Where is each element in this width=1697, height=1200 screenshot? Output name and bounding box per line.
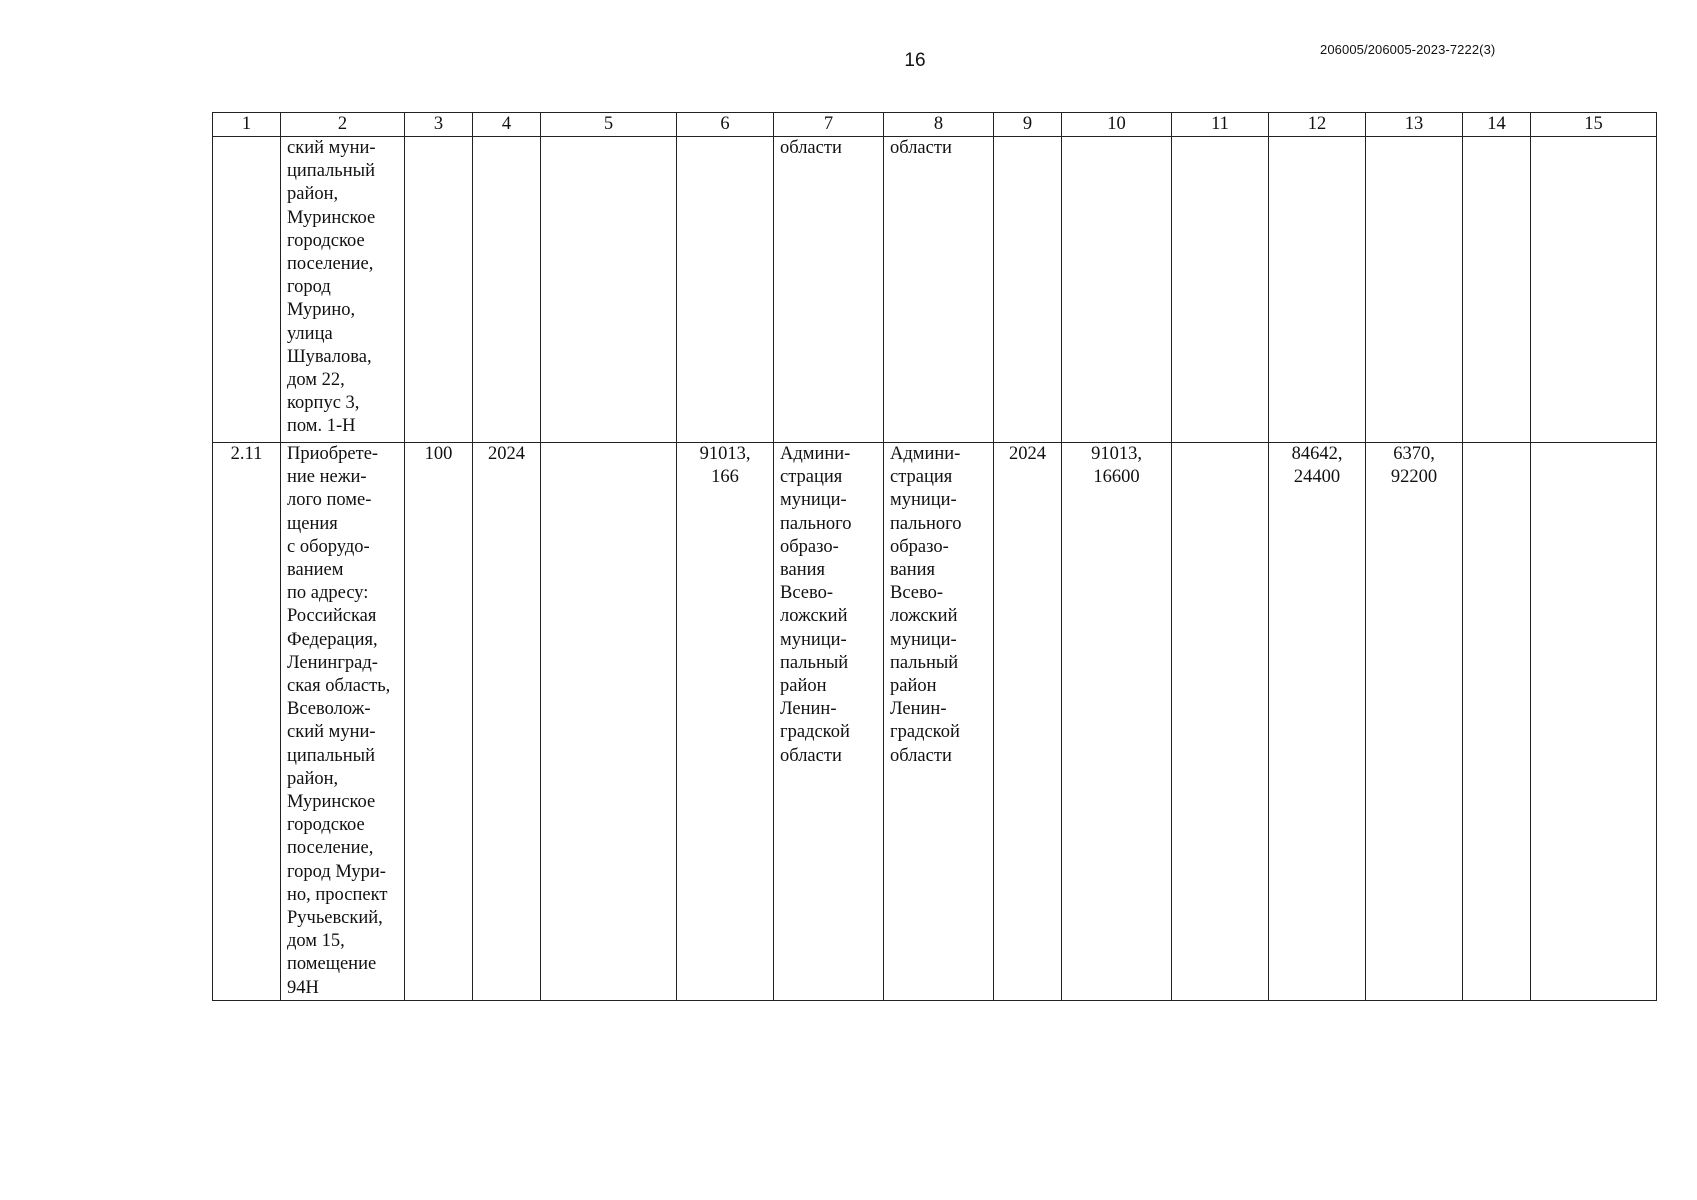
- cell-col11: [1172, 443, 1269, 1001]
- cell-line: Приобрете-: [287, 444, 379, 464]
- cell-col8: [884, 137, 994, 443]
- cell-line: Ленин-: [780, 699, 837, 720]
- column-header: 7: [774, 113, 884, 137]
- cell-line: Федерация,: [287, 629, 378, 650]
- cell-line: Админи-: [780, 444, 851, 464]
- cell-col7: [774, 443, 884, 1001]
- cell-line: ский муни-: [287, 722, 376, 743]
- cell-line: но, проспект: [287, 884, 388, 905]
- cell-line: Ленин-: [890, 699, 947, 720]
- cell-line: Ленинград-: [287, 652, 378, 673]
- cell-line: дом 22,: [287, 370, 345, 391]
- cell-line: ципальный: [287, 745, 375, 766]
- cell-number: [213, 443, 281, 1001]
- cell-line: район,: [287, 184, 339, 205]
- cell-line: 91013,: [1091, 444, 1142, 464]
- cell-name: [281, 137, 405, 443]
- cell-col4: [473, 443, 541, 1001]
- cell-line: район: [780, 676, 827, 697]
- cell-line: 100: [424, 444, 453, 464]
- cell-line: район: [890, 676, 937, 697]
- cell-line: пального: [780, 513, 852, 534]
- cell-line: 94Н: [287, 977, 319, 998]
- cell-line: пальный: [780, 652, 849, 673]
- cell-line: ванием: [287, 560, 344, 581]
- cell-col14: [1463, 443, 1531, 1001]
- cell-line: ложский: [780, 606, 848, 627]
- cell-line: градской: [780, 722, 850, 743]
- document-table: [212, 112, 1657, 1001]
- cell-col6: [677, 137, 774, 443]
- column-header: 1: [213, 113, 281, 137]
- cell-line: 16600: [1093, 467, 1140, 488]
- cell-line: 92200: [1390, 467, 1438, 488]
- cell-col12: [1269, 443, 1366, 1001]
- cell-col8: [884, 443, 994, 1001]
- cell-col14: [1463, 137, 1531, 443]
- cell-col9: [994, 443, 1062, 1001]
- cell-line: 2024: [488, 444, 525, 464]
- column-header: 3: [405, 113, 473, 137]
- column-header: 6: [677, 113, 774, 137]
- cell-line: Муринское: [287, 207, 376, 228]
- cell-line: Мурино,: [287, 300, 356, 321]
- cell-line: с оборудо-: [287, 536, 370, 557]
- cell-line: 2.11: [230, 444, 263, 464]
- cell-line: щения: [287, 513, 338, 534]
- cell-col10: [1062, 137, 1172, 443]
- cell-col5: [541, 443, 677, 1001]
- column-header: 15: [1531, 113, 1657, 137]
- cell-col15: [1531, 137, 1657, 443]
- column-header: 5: [541, 113, 677, 137]
- cell-line: градской: [890, 722, 960, 743]
- cell-col15: [1531, 443, 1657, 1001]
- cell-line: корпус 3,: [287, 393, 360, 414]
- cell-line: помещение: [287, 954, 377, 975]
- cell-line: Муринское: [287, 792, 376, 813]
- cell-col13: [1366, 137, 1463, 443]
- cell-line: страция: [780, 467, 843, 488]
- cell-line: улица: [287, 323, 333, 344]
- cell-line: пальный: [890, 652, 959, 673]
- cell-line: Всево-: [890, 583, 944, 604]
- cell-line: области: [890, 138, 952, 158]
- cell-line: муници-: [780, 629, 847, 650]
- table-row: [213, 137, 1657, 443]
- cell-line: городское: [287, 815, 365, 836]
- cell-line: области: [780, 138, 842, 158]
- cell-line: Всево-: [780, 583, 834, 604]
- cell-line: дом 15,: [287, 931, 345, 952]
- cell-line: 2024: [1009, 444, 1046, 464]
- cell-line: поселение,: [287, 254, 374, 275]
- column-header: 14: [1463, 113, 1531, 137]
- cell-col5: [541, 137, 677, 443]
- cell-line: муници-: [890, 629, 957, 650]
- cell-line: Админи-: [890, 444, 961, 464]
- cell-line: район,: [287, 768, 339, 789]
- cell-line: области: [890, 745, 952, 766]
- cell-line: ский муни-: [287, 138, 376, 158]
- cell-line: город Мури-: [287, 861, 386, 882]
- cell-line: образо-: [780, 536, 839, 557]
- column-header: 11: [1172, 113, 1269, 137]
- cell-line: 166: [711, 467, 739, 488]
- cell-line: страция: [890, 467, 953, 488]
- column-header: 10: [1062, 113, 1172, 137]
- cell-col12: [1269, 137, 1366, 443]
- cell-line: области: [780, 745, 842, 766]
- page-number: 16: [904, 50, 926, 71]
- cell-col3: [405, 137, 473, 443]
- cell-col6: [677, 443, 774, 1001]
- column-number-row: [213, 113, 1657, 137]
- column-header: 9: [994, 113, 1062, 137]
- cell-line: муници-: [890, 490, 957, 511]
- cell-line: Ручьевский,: [287, 908, 383, 929]
- cell-line: пом. 1-Н: [287, 416, 356, 437]
- cell-line: ние нежи-: [287, 467, 367, 488]
- column-header: 4: [473, 113, 541, 137]
- cell-line: 91013,: [699, 444, 751, 464]
- cell-col4: [473, 137, 541, 443]
- cell-line: городское: [287, 230, 365, 251]
- column-header: 8: [884, 113, 994, 137]
- cell-col11: [1172, 137, 1269, 443]
- cell-number: [213, 137, 281, 443]
- cell-line: пального: [890, 513, 962, 534]
- cell-line: ская область,: [287, 676, 391, 697]
- cell-line: ципальный: [287, 161, 375, 182]
- cell-line: муници-: [780, 490, 847, 511]
- cell-line: город: [287, 277, 331, 298]
- cell-line: 84642,: [1291, 444, 1343, 464]
- cell-line: 6370,: [1393, 444, 1435, 464]
- cell-line: 24400: [1293, 467, 1341, 488]
- document-id: 206005/206005-2023-7222(3): [1320, 42, 1496, 57]
- cell-line: Шувалова,: [287, 346, 372, 367]
- cell-col7: [774, 137, 884, 443]
- cell-line: по адресу:: [287, 583, 369, 604]
- cell-line: Российская: [287, 606, 377, 627]
- cell-col3: [405, 443, 473, 1001]
- cell-line: вания: [890, 560, 936, 581]
- column-header: 12: [1269, 113, 1366, 137]
- cell-line: Всеволож-: [287, 699, 371, 720]
- cell-col10: [1062, 443, 1172, 1001]
- cell-line: вания: [780, 560, 826, 581]
- cell-line: лого поме-: [287, 490, 372, 511]
- cell-col9: [994, 137, 1062, 443]
- column-header: 2: [281, 113, 405, 137]
- cell-col13: [1366, 443, 1463, 1001]
- cell-line: образо-: [890, 536, 949, 557]
- column-header: 13: [1366, 113, 1463, 137]
- cell-line: ложский: [890, 606, 958, 627]
- cell-name: [281, 443, 405, 1001]
- cell-line: поселение,: [287, 838, 374, 859]
- table-row: [213, 443, 1657, 1001]
